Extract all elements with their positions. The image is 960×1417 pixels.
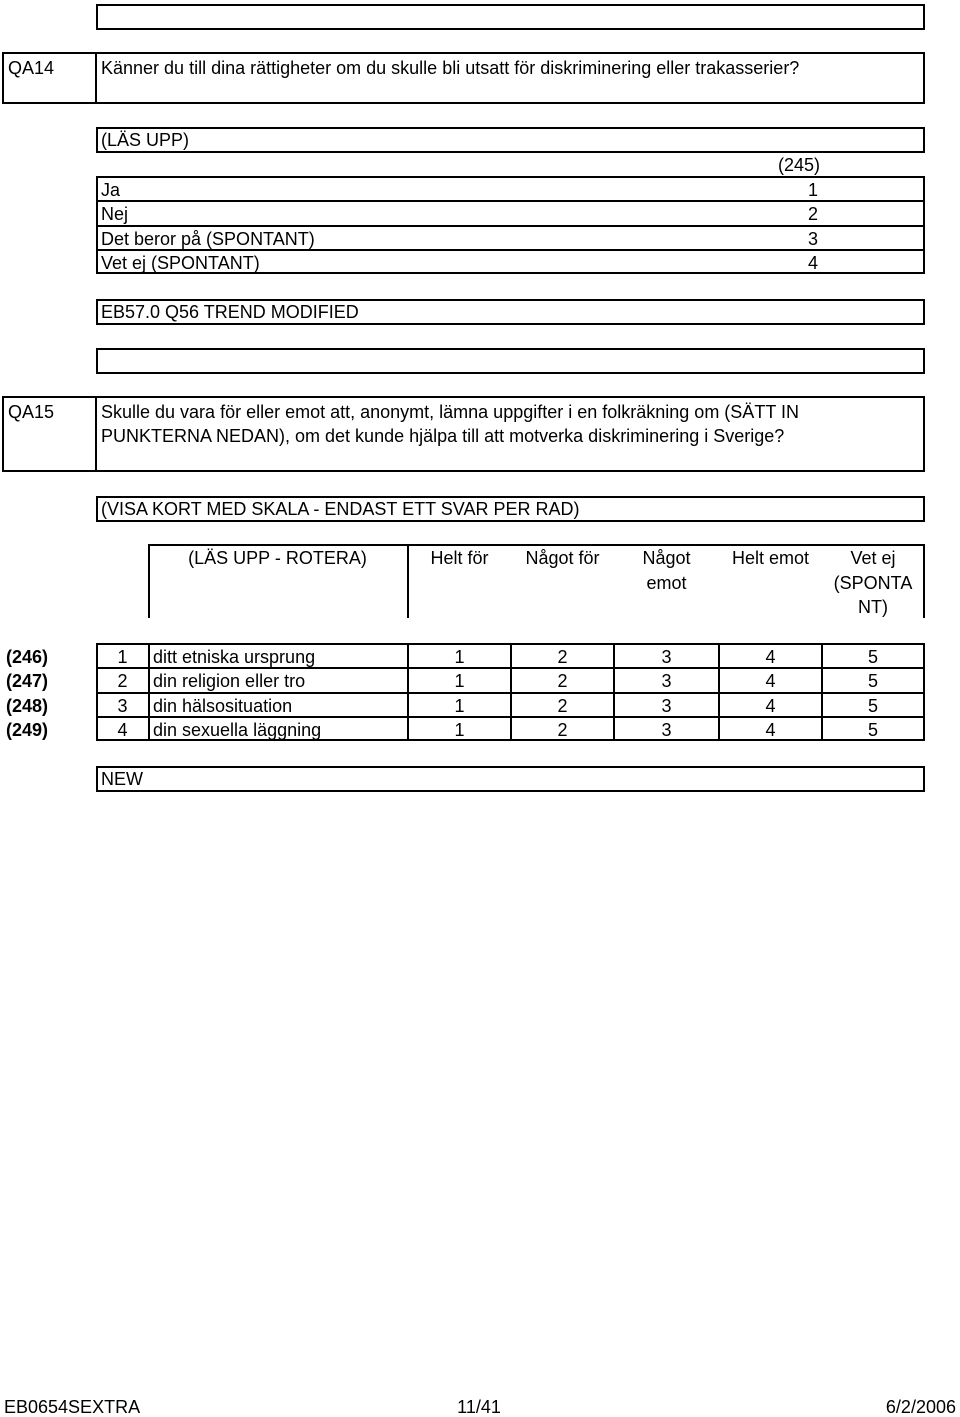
qa15-code: QA15 — [8, 402, 55, 422]
qa14-option-divider — [96, 200, 925, 202]
qa14-instruction: (LÄS UPP) — [101, 130, 190, 150]
qa15-card-instruction: (VISA KORT MED SKALA - ENDAST ETT SVAR PER RAD) — [101, 499, 580, 519]
qa14-option-label: Nej — [101, 204, 129, 224]
row-column-code: (246) — [6, 647, 49, 667]
qa14-option-divider — [96, 225, 925, 227]
footer-doc-id: EB0654SEXTRA — [4, 1397, 141, 1417]
qa14-instruction-box — [96, 127, 925, 153]
header-vet-ej-2: (SPONTA — [833, 573, 913, 593]
qa14-trend-note: EB57.0 Q56 TREND MODIFIED — [101, 302, 359, 322]
qa15-divider — [95, 396, 97, 472]
qa14-code: QA14 — [8, 58, 55, 78]
row-scale-4: 4 — [765, 647, 776, 667]
qa14-option-divider — [96, 249, 925, 251]
qa14-option-label: Vet ej (SPONTANT) — [101, 253, 260, 273]
qa14-question: Känner du till dina rättigheter om du skulle bli utsatt för diskriminering eller trakasserier? — [101, 58, 800, 78]
row-scale-4: 4 — [765, 671, 776, 691]
row-label: ditt etniska ursprung — [153, 647, 316, 667]
row-scale-2: 2 — [557, 720, 568, 740]
header-items-label: (LÄS UPP - ROTERA) — [188, 548, 367, 568]
row-column-code: (247) — [6, 671, 49, 691]
row-number: 3 — [117, 696, 128, 716]
row-label: din hälsosituation — [153, 696, 293, 716]
header-vet-ej-3: NT) — [858, 597, 888, 617]
row-scale-4: 4 — [765, 720, 776, 740]
qa14-option-code: 2 — [807, 204, 818, 224]
header-helt-emot: Helt emot — [731, 548, 810, 568]
qa15-question-line1: Skulle du vara för eller emot att, anonymt, lämna uppgifter i en folkräkning om (SÄTT IN — [101, 402, 799, 422]
row-column-code: (249) — [6, 720, 49, 740]
row-label: din sexuella läggning — [153, 720, 322, 740]
qa15-new-note: NEW — [101, 769, 143, 789]
qa15-question-line2: PUNKTERNA NEDAN), om det kunde hjälpa till att motverka diskriminering i Sverige? — [101, 426, 785, 446]
header-top-line — [148, 544, 925, 546]
row-scale-1: 1 — [454, 720, 465, 740]
qa14-option-label: Ja — [101, 180, 121, 200]
row-number: 4 — [117, 720, 128, 740]
header-nagot-emot-1: Något — [642, 548, 691, 568]
row-label: din religion eller tro — [153, 671, 306, 691]
row-scale-5: 5 — [867, 696, 878, 716]
qa14-option-code: 1 — [807, 180, 818, 200]
row-scale-3: 3 — [661, 696, 672, 716]
qa14-option-code: 3 — [807, 229, 818, 249]
row-scale-5: 5 — [867, 671, 878, 691]
row-scale-2: 2 — [557, 671, 568, 691]
qa14-option-label: Det beror på (SPONTANT) — [101, 229, 315, 249]
empty-separator-box — [96, 348, 925, 374]
row-scale-2: 2 — [557, 647, 568, 667]
footer-date: 6/2/2006 — [885, 1397, 956, 1417]
row-number: 1 — [117, 647, 128, 667]
row-scale-3: 3 — [661, 720, 672, 740]
row-column-code: (248) — [6, 696, 49, 716]
header-nagot-emot-2: emot — [646, 573, 687, 593]
row-scale-1: 1 — [454, 696, 465, 716]
qa14-column-code: (245) — [777, 155, 820, 175]
row-scale-1: 1 — [454, 647, 465, 667]
footer-page-number: 11/41 — [457, 1397, 501, 1417]
row-scale-5: 5 — [867, 720, 878, 740]
row-scale-1: 1 — [454, 671, 465, 691]
row-scale-3: 3 — [661, 671, 672, 691]
qa14-option-code: 4 — [807, 253, 818, 273]
row-scale-5: 5 — [867, 647, 878, 667]
row-scale-4: 4 — [765, 696, 776, 716]
qa14-divider — [95, 52, 97, 104]
row-scale-2: 2 — [557, 696, 568, 716]
row-scale-3: 3 — [661, 647, 672, 667]
header-vet-ej-1: Vet ej — [850, 548, 896, 568]
qa15-new-box — [96, 766, 925, 792]
row-number: 2 — [117, 671, 128, 691]
empty-header-box — [96, 4, 925, 30]
header-helt-for: Helt för — [430, 548, 489, 568]
header-nagot-for: Något för — [525, 548, 600, 568]
